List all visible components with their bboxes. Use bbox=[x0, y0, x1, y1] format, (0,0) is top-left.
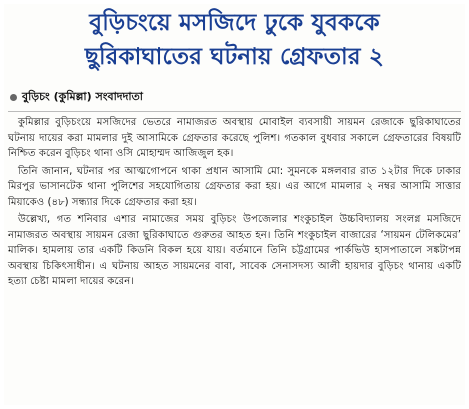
divider bbox=[8, 111, 461, 112]
paragraph-3: উল্লেখ্য, গত শনিবার এশার নামাজের সময় বুড়িচং উপজেলার শংকুচাইল উচ্চবিদ্যালয় সংলগ্ন মসজিদে নামাজরত অবস্থায় সায়মন রেজা ছুরিকাঘাতে গুরুতর আহত হন। তিনি শংকুচাইল বাজারের ‘সায়মন টেলিকমের’ মালিক। হামলায় তার একটি কিডনি বিকল হয়ে যায়। বর্তমানে তিনি চট্টগ্রামের পার্কভিউ হাসপাতালে সঙ্কটাপন্ন অবস্থায় চিকিৎসাধীন। এ ঘটনায় আহত সায়মনের বাবা, সাবেক সেনাসদস্য আলী হায়দার বুড়িচং থানায় একটি হত্যা চেষ্টা মামলা দায়ের করেন। bbox=[8, 214, 461, 287]
news-clipping bbox=[4, 4, 465, 405]
headline-line-2: ছুরিকাঘাতের ঘটনায় গ্রেফতার ২ bbox=[84, 44, 385, 70]
article-body bbox=[8, 115, 461, 290]
paragraph-2: তিনি জানান, ঘটনার পর আত্মগোপনে থাকা প্রধান আসামি মো: সুমনকে মঙ্গলবার রাত ১২টার দিকে ঢাকার মিরপুর ভাসানটেক থানা পুলিশের সহযোগিতায় গ্রেফতার করা হয়। এর আগে মামলার ২ নম্বর আসামি সাত্তার মিয়াকেও (৪৮) সন্ধ্যার দিকে গ্রেফতার করা হয়। bbox=[8, 165, 461, 208]
bullet-icon bbox=[10, 94, 17, 101]
byline bbox=[10, 88, 465, 107]
headline bbox=[4, 6, 465, 74]
byline-text: বুড়িচং (কুমিল্লা) সংবাদদাতা bbox=[22, 90, 143, 103]
paragraph-1: কুমিল্লার বুড়িচংয়ে মসজিদের ভেতরে নামাজরত অবস্থায় মোবাইল ব্যবসায়ী সায়মন রেজাকে ছুরিকাঘাতের ঘটনায় দায়ের করা মামলার দুই আসামিকে গ্রেফতার করেছে পুলিশ। গতকাল বুধবার সকালে গ্রেফতারের বিষয়টি নিশ্চিত করেন বুড়িচং থানা ওসি মোহাম্মদ আজিজুল হক। bbox=[8, 117, 461, 159]
headline-line-1: বুড়িচংয়ে মসজিদে ঢুকে যুবককে bbox=[89, 10, 380, 36]
